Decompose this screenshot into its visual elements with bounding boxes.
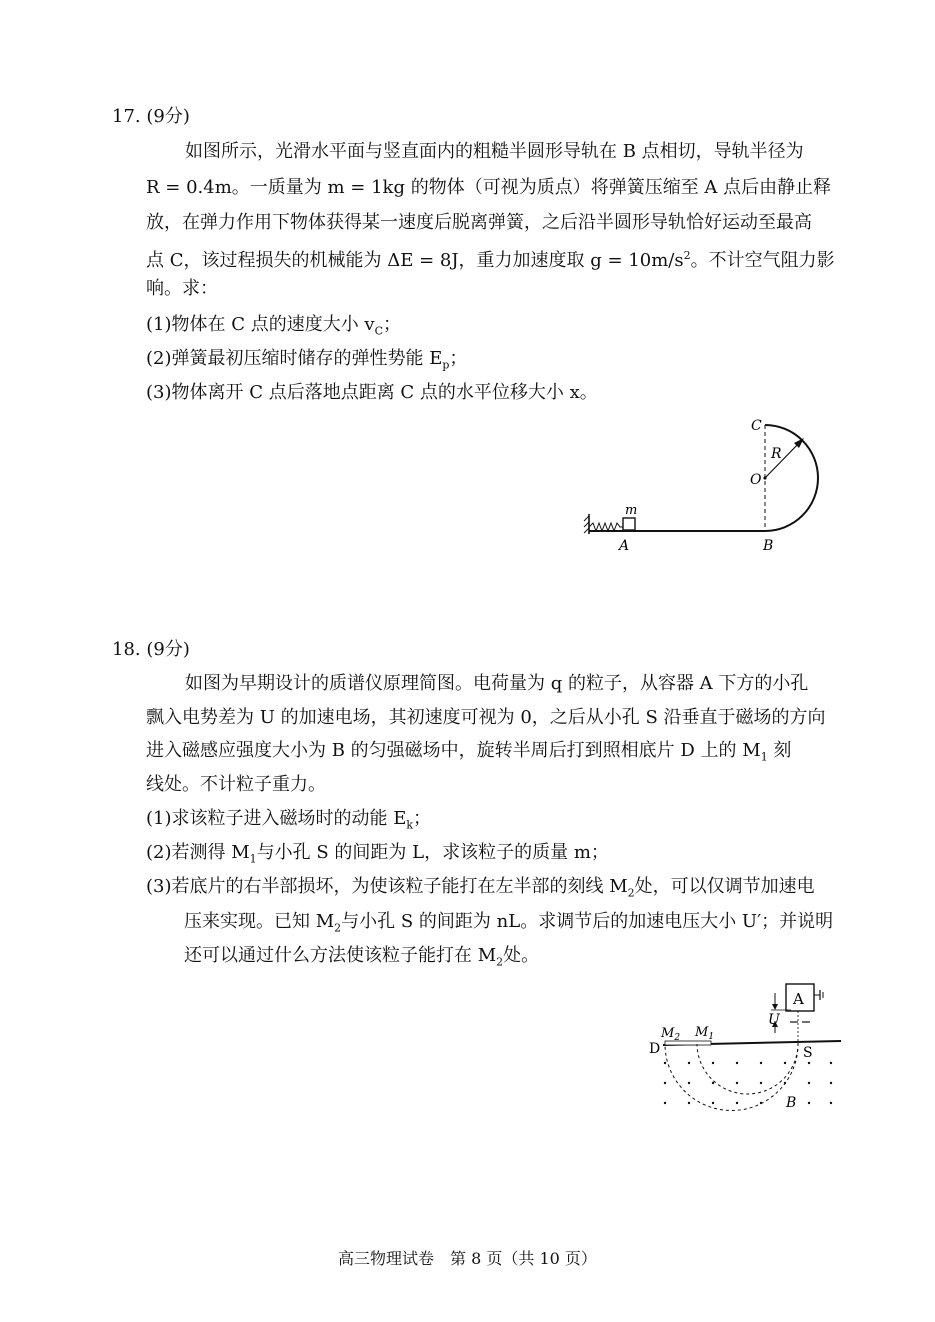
label-D: D [649, 1041, 661, 1057]
label-B: B [763, 538, 774, 554]
label-A18: A [793, 990, 804, 1008]
q17-subq1: (1)物体在 C 点的速度大小 $v_C$； [146, 314, 402, 338]
q17-figure [575, 410, 835, 560]
q18-subq2: (2)若测得 $M_1$与小孔 S 的间距为 L，求该粒子的质量 m； [146, 842, 609, 866]
q18-line3: 进入磁感应强度大小为 B 的匀强磁场中，旋转半周后打到照相底片 D 上的 $M_1$ 刻 [146, 740, 792, 764]
label-C: C [751, 418, 762, 434]
semicircle-track [765, 425, 818, 531]
q18-subq3-line1: (3)若底片的右半部损坏，为使该粒子能打在左半部的刻线 $M_2$处，可以仅调节加速电 [146, 876, 815, 900]
q18-subq3-line2: 压来实现。已知 $M_2$与小孔 S 的间距为 nL。求调节后的加速电压大小 U′；并说明 [184, 911, 834, 935]
label-O: O [750, 472, 762, 488]
field-dots [664, 1062, 832, 1104]
label-m: m [625, 503, 638, 518]
q18-header [112, 638, 190, 662]
label-U: U [768, 1012, 780, 1028]
page-footer: 高三物理试卷 第 8 页（共 10 页） [338, 1249, 597, 1268]
q17-line1: 如图所示，光滑水平面与竖直面内的粗糙半圆形导轨在 B 点相切，导轨半径为 [185, 141, 804, 162]
q17-line4: 点 C，该过程损失的机械能为 ΔE = 8J，重力加速度取 $g = 10m/s^2$。不计空气阻力影 [146, 249, 835, 271]
q18-number: 18. [112, 639, 141, 660]
block-m [623, 518, 635, 530]
spring [589, 523, 623, 531]
q17-score: (9分) [146, 106, 190, 127]
q18-score: (9分) [146, 639, 190, 660]
q17-subq2: (2)弹簧最初压缩时储存的弹性势能 $E_p$； [146, 348, 468, 372]
label-M2: $M_2$ [661, 1026, 681, 1043]
q18-line1: 如图为早期设计的质谱仪原理简图。电荷量为 q 的粒子，从容器 A 下方的小孔 [185, 673, 809, 694]
q18-figure [645, 975, 845, 1120]
label-R: R [771, 446, 782, 462]
q18-subq1: (1)求该粒子进入磁场时的动能 $E_k$； [146, 808, 432, 832]
q17-line5: 响。求： [146, 278, 218, 299]
trajectory-M1 [697, 1043, 798, 1094]
q17-subq3: (3)物体离开 C 点后落地点距离 C 点的水平位移大小 x。 [146, 382, 598, 403]
trajectory-M2 [665, 1043, 798, 1110]
q17-line2: R = 0.4m。一质量为 m = 1kg 的物体（可视为质点）将弹簧压缩至 A 点后由静止释 [146, 177, 832, 198]
q17-header [112, 105, 190, 129]
label-A: A [619, 538, 630, 554]
label-M1: $M_1$ [695, 1025, 715, 1042]
q18-line2: 飘入电势差为 U 的加速电场，其初速度可视为 0，之后从小孔 S 沿垂直于磁场的方向 [146, 707, 826, 728]
q17-line3: 放，在弹力作用下物体获得某一速度后脱离弹簧，之后沿半圆形导轨恰好运动至最高 [146, 212, 812, 233]
label-B18: B [786, 1095, 797, 1111]
label-S: S [803, 1045, 813, 1061]
q17-number: 17. [112, 106, 141, 127]
q18-subq3-line3: 还可以通过什么方法使该粒子能打在 $M_2$处。 [184, 945, 540, 969]
q18-line4: 线处。不计粒子重力。 [146, 774, 326, 795]
